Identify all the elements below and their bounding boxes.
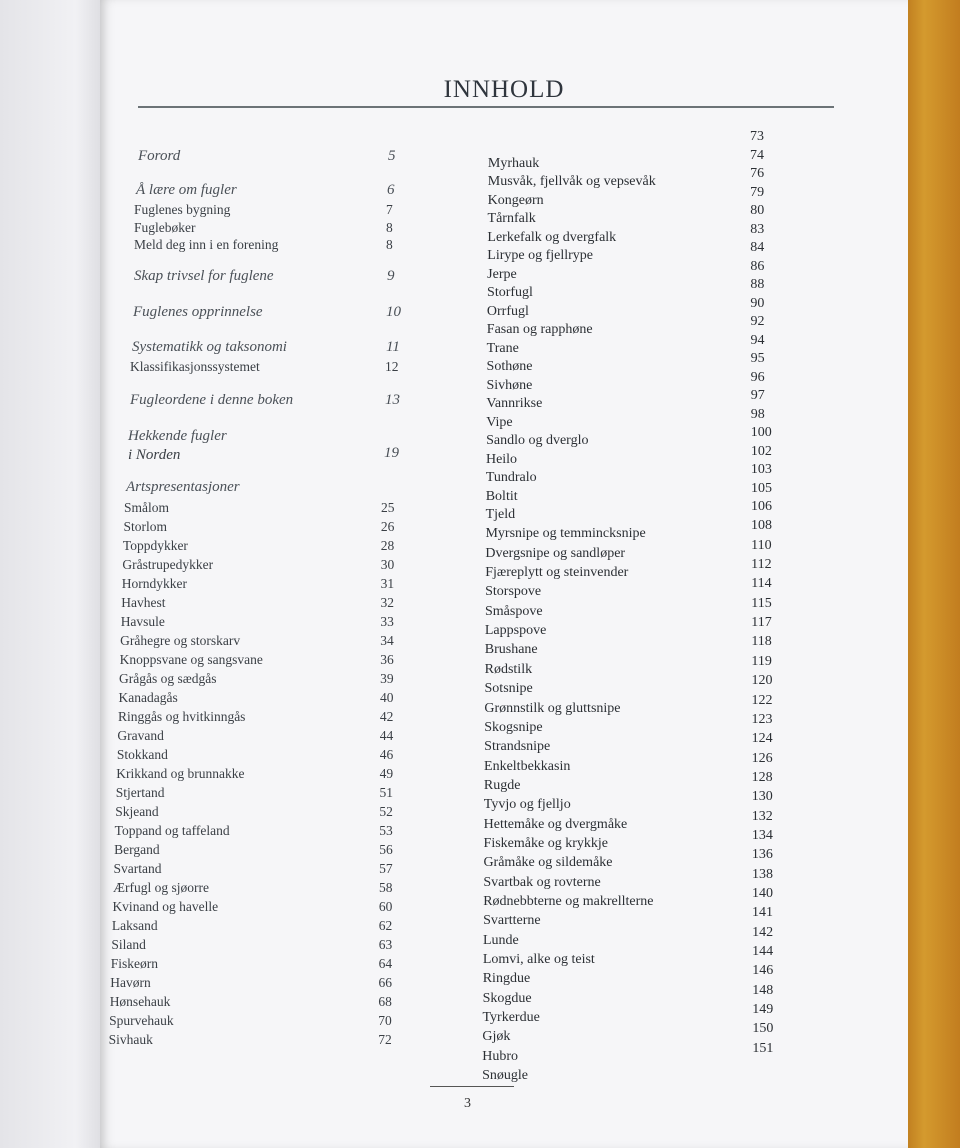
toc-entry-title: Klassifikasjonssystemet — [130, 359, 260, 374]
toc-entry-title: Hekkende fugler — [128, 428, 227, 444]
toc-entry-page: 128 — [751, 769, 773, 785]
toc-entry-page: 108 — [751, 518, 773, 534]
toc-entry-page: 32 — [380, 595, 394, 610]
toc-entry-title: Storspove — [485, 584, 542, 600]
toc-entry-title: Ringgås og hvitkinngås — [117, 709, 246, 724]
toc-entry-page: 102 — [750, 443, 772, 459]
toc-entry-page: 103 — [750, 462, 772, 477]
toc-entry-title: Fasan og rapphøne — [486, 322, 593, 337]
toc-entry-page: 95 — [750, 351, 765, 366]
toc-entry-page: 112 — [751, 557, 772, 573]
toc-entry-page: 130 — [751, 789, 773, 805]
toc-entry-title: Tyrkerdue — [482, 1010, 540, 1026]
toc-entry-title: Systematikk og taksonomi — [132, 339, 287, 355]
toc-entry-title: Svartbak og rovterne — [483, 874, 601, 890]
toc-entry-page: 80 — [750, 203, 765, 218]
toc-entry-page: 119 — [751, 653, 772, 669]
toc-entry-page: 86 — [750, 258, 765, 274]
toc-entry-title: Hubro — [482, 1048, 519, 1064]
toc-entry-page: 122 — [751, 692, 773, 708]
toc-entry-title: Forord — [138, 148, 181, 164]
toc-entry-title: Musvåk, fjellvåk og vepsevåk — [487, 174, 656, 189]
toc-entry-page: 28 — [380, 538, 395, 553]
toc-entry-page: 134 — [751, 827, 773, 843]
toc-entry-title: Tårnfalk — [487, 211, 536, 226]
toc-entry-title: Snøugle — [482, 1068, 528, 1084]
toc-entry-title: Ærfugl og sjøorre — [113, 880, 209, 895]
toc-entry-page: 141 — [752, 905, 774, 921]
toc-entry-page: 120 — [751, 673, 773, 689]
toc-entry-title: Jerpe — [487, 266, 517, 282]
toc-entry-page: 124 — [751, 731, 773, 747]
toc-entry-title: Skogdue — [482, 990, 532, 1006]
toc-entry-title: Gjøk — [482, 1029, 511, 1045]
toc-entry-title: Svartterne — [483, 913, 541, 929]
toc-entry-title: Dvergsnipe og sandløper — [485, 545, 626, 561]
toc-entry-page: 96 — [750, 369, 765, 385]
title-rule — [138, 106, 834, 108]
table-surface — [900, 0, 960, 1148]
toc-entry-title: Siland — [111, 937, 146, 952]
toc-entry-page: 53 — [379, 823, 393, 838]
toc-entry-page: 62 — [378, 918, 393, 933]
toc-entry-title: Brushane — [484, 642, 538, 658]
toc-entry-page: 94 — [750, 332, 765, 348]
toc-entry-title: Boltit — [485, 488, 518, 504]
toc-entry-page: 42 — [379, 709, 394, 724]
toc-entry-title: Havørn — [110, 975, 151, 990]
toc-entry-page: 100 — [750, 425, 772, 440]
toc-entry-title: Spurvehauk — [109, 1013, 174, 1028]
toc-entry-page: 30 — [380, 557, 395, 572]
toc-entry-title: Toppdykker — [122, 538, 188, 553]
toc-entry-page: 36 — [380, 652, 394, 667]
toc-entry-title: Enkeltbekkasin — [484, 758, 571, 774]
toc-entry-title: Lerkefalk og dvergfalk — [487, 229, 617, 245]
toc-entry-title: Gravand — [117, 728, 164, 743]
toc-entry-title: Fuglebøker — [134, 219, 196, 235]
toc-entry-page: 58 — [379, 880, 393, 895]
toc-entry-page: 25 — [381, 500, 395, 515]
toc-entry-title: Sandlo og dverglo — [486, 433, 589, 448]
toc-entry-title: Fuglenes bygning — [134, 202, 231, 217]
toc-entry-title: Hettemåke og dvergmåke — [483, 816, 628, 832]
toc-entry-title: Trane — [486, 340, 519, 356]
toc-entry-title: Lomvi, alke og teist — [482, 952, 595, 968]
toc-entry-page: 64 — [378, 956, 393, 971]
toc-entry-title: Gråmåke og sildemåke — [483, 855, 613, 871]
toc-entry-page: 97 — [750, 388, 765, 403]
toc-entry-title: Fiskemåke og krykkje — [483, 835, 608, 851]
toc-entry-title: Artspresentasjoner — [126, 479, 240, 495]
toc-entry-title: Sivhauk — [108, 1032, 153, 1047]
toc-entry-page: 83 — [750, 221, 765, 237]
toc-entry-title: Stokkand — [116, 747, 168, 762]
footer-rule — [430, 1086, 514, 1087]
toc-entry-page: 8 — [386, 237, 393, 252]
toc-entry-page: 92 — [750, 314, 765, 329]
toc-entry-title: Toppand og taffeland — [114, 823, 230, 838]
toc-entry-title: Bergand — [114, 842, 160, 857]
toc-entry-title: Smålom — [124, 500, 170, 515]
toc-entry-page: 150 — [752, 1021, 774, 1037]
toc-entry-title: Kongeørn — [487, 192, 544, 208]
toc-entry-title: Svartand — [113, 861, 162, 876]
toc-entry-page: 8 — [386, 219, 393, 235]
toc-entry-page: 57 — [379, 861, 393, 876]
toc-entry-page: 118 — [751, 634, 772, 650]
toc-entry-title: Skogsnipe — [484, 719, 543, 735]
toc-entry-page: 148 — [752, 982, 774, 998]
toc-entry-title: Småspove — [485, 603, 543, 619]
page-number: 3 — [464, 1096, 471, 1111]
toc-entry-title: Tjeld — [485, 507, 516, 522]
toc-entry-title: Meld deg inn i en forening — [134, 237, 279, 252]
left-page-edge — [0, 0, 108, 1148]
toc-entry-page: 149 — [752, 1002, 774, 1018]
toc-entry-title: Skjeand — [115, 804, 159, 819]
toc-entry-title: Storfugl — [487, 285, 533, 300]
toc-entry-page: 49 — [379, 766, 394, 781]
toc-entry-title: Rødnebbterne og makrellterne — [483, 894, 654, 909]
toc-entry-title: Myrhauk — [487, 155, 540, 171]
toc-section-title-line2: i Norden — [128, 447, 181, 463]
toc-entry-page: 76 — [750, 166, 765, 181]
toc-entry-page: 33 — [380, 614, 394, 629]
toc-entry-page: 142 — [752, 924, 774, 940]
toc-entry-page: 140 — [751, 886, 773, 901]
toc-entry-page: 105 — [750, 480, 772, 496]
toc-entry-page: 84 — [750, 240, 765, 255]
toc-entry-page: 132 — [751, 808, 773, 824]
toc-entry-page: 72 — [378, 1032, 392, 1047]
toc-entry-page: 114 — [751, 576, 772, 592]
toc-entry-page: 52 — [379, 804, 393, 819]
toc-entry-page: 26 — [380, 519, 395, 534]
toc-entry-title: Å lære om fugler — [136, 182, 237, 198]
toc-entry-title: Grågås og sædgås — [119, 671, 217, 686]
toc-entry-title: Storlom — [123, 519, 167, 534]
toc-entry-page: 136 — [751, 847, 773, 863]
toc-entry-title: Hønsehauk — [109, 994, 171, 1009]
toc-entry-title: Rugde — [483, 777, 521, 793]
toc-entry-page: 106 — [750, 499, 772, 514]
toc-entry-page: 7 — [386, 202, 393, 217]
toc-entry-page: 68 — [378, 994, 392, 1009]
toc-entry-title: Myrsnipe og temmincksnipe — [485, 526, 646, 542]
toc-entry-page: 19 — [384, 445, 399, 461]
toc-entry-page: 146 — [752, 963, 774, 979]
toc-entry-page: 138 — [751, 866, 773, 882]
toc-entry-page: 56 — [379, 842, 393, 857]
toc-entry-page: 39 — [380, 671, 394, 686]
toc-entry-page: 90 — [750, 295, 765, 311]
toc-entry-title: Strandsnipe — [484, 739, 551, 755]
toc-entry-page: 12 — [385, 359, 399, 374]
toc-entry-title: Havhest — [121, 595, 166, 610]
toc-entry-title: Horndykker — [121, 576, 188, 591]
toc-entry-page: 144 — [752, 944, 774, 960]
toc-entry-title: Fugleordene i denne boken — [130, 392, 294, 408]
toc-entry-page: 51 — [379, 785, 393, 800]
toc-entry-title: Knoppsvane og sangsvane — [119, 652, 263, 667]
toc-entry-title: Vannrikse — [486, 396, 543, 411]
toc-entry-page: 60 — [378, 899, 393, 914]
toc-entry-title: Ringdue — [482, 971, 531, 987]
toc-entry-title: Skap trivsel for fuglene — [134, 268, 274, 284]
toc-entry-title: Heilo — [485, 451, 518, 467]
toc-entry-page: 63 — [378, 937, 393, 952]
toc-entry-page: 117 — [751, 615, 772, 631]
toc-entry-title: Orrfugl — [486, 303, 529, 319]
toc-entry-title: Lappspove — [484, 623, 547, 639]
toc-entry-title: Fiskeørn — [110, 956, 159, 971]
toc-entry-page: 73 — [750, 129, 764, 144]
toc-entry-page: 123 — [751, 711, 773, 727]
toc-entry-title: Sothøne — [486, 359, 533, 374]
toc-entry-page: 98 — [750, 406, 765, 422]
toc-entry-page: 46 — [379, 747, 394, 762]
page-title: INNHOLD — [443, 76, 565, 103]
toc-entry-page: 151 — [752, 1040, 774, 1056]
toc-page — [100, 0, 908, 1148]
toc-entry-title: Kanadagås — [118, 690, 178, 705]
toc-entry-title: Gråhegre og storskarv — [120, 633, 241, 648]
toc-entry-page: 5 — [388, 148, 396, 164]
toc-entry-title: Krikkand og brunnakke — [116, 766, 245, 781]
toc-entry-page: 74 — [750, 147, 765, 163]
toc-entry-page: 44 — [379, 728, 394, 743]
toc-entry-title: Sotsnipe — [484, 681, 533, 697]
toc-entry-title: Tyvjo og fjelljo — [483, 797, 571, 813]
toc-entry-title: Laksand — [111, 918, 158, 933]
toc-entry-title: Rødstilk — [484, 661, 533, 677]
toc-entry-title: Havsule — [120, 614, 165, 629]
toc-entry-title: Sivhøne — [486, 377, 533, 393]
toc-entry-page: 66 — [378, 975, 392, 990]
toc-entry-page: 6 — [387, 182, 395, 198]
toc-entry-title: Gråstrupedykker — [122, 557, 214, 572]
toc-entry-page: 40 — [380, 690, 394, 705]
toc-entry-page: 34 — [380, 633, 394, 648]
toc-entry-page: 88 — [750, 277, 765, 292]
toc-entry-page: 70 — [378, 1013, 392, 1028]
toc-entry-title: Lirype og fjellrype — [487, 248, 594, 263]
toc-entry-page: 11 — [386, 339, 400, 355]
toc-entry-page: 115 — [751, 595, 772, 611]
toc-entry-page: 13 — [385, 392, 400, 408]
toc-entry-title: Kvinand og havelle — [112, 899, 219, 914]
toc-entry-title: Stjertand — [115, 785, 165, 800]
toc-entry-page: 126 — [751, 750, 773, 766]
toc-entry-page: 31 — [380, 576, 395, 591]
toc-entry-title: Fjæreplytt og steinvender — [485, 565, 629, 581]
toc-entry-title: Grønnstilk og gluttsnipe — [484, 700, 621, 716]
toc-entry-page: 9 — [387, 268, 395, 284]
toc-entry-title: Vipe — [486, 414, 513, 430]
toc-entry-title: Fuglenes opprinnelse — [133, 304, 263, 320]
toc-entry-title: Tundralo — [485, 470, 537, 485]
toc-entry-title: Lunde — [482, 932, 519, 948]
toc-entry-page: 79 — [750, 184, 765, 200]
toc-entry-page: 110 — [751, 537, 772, 553]
toc-entry-page: 10 — [386, 304, 401, 320]
